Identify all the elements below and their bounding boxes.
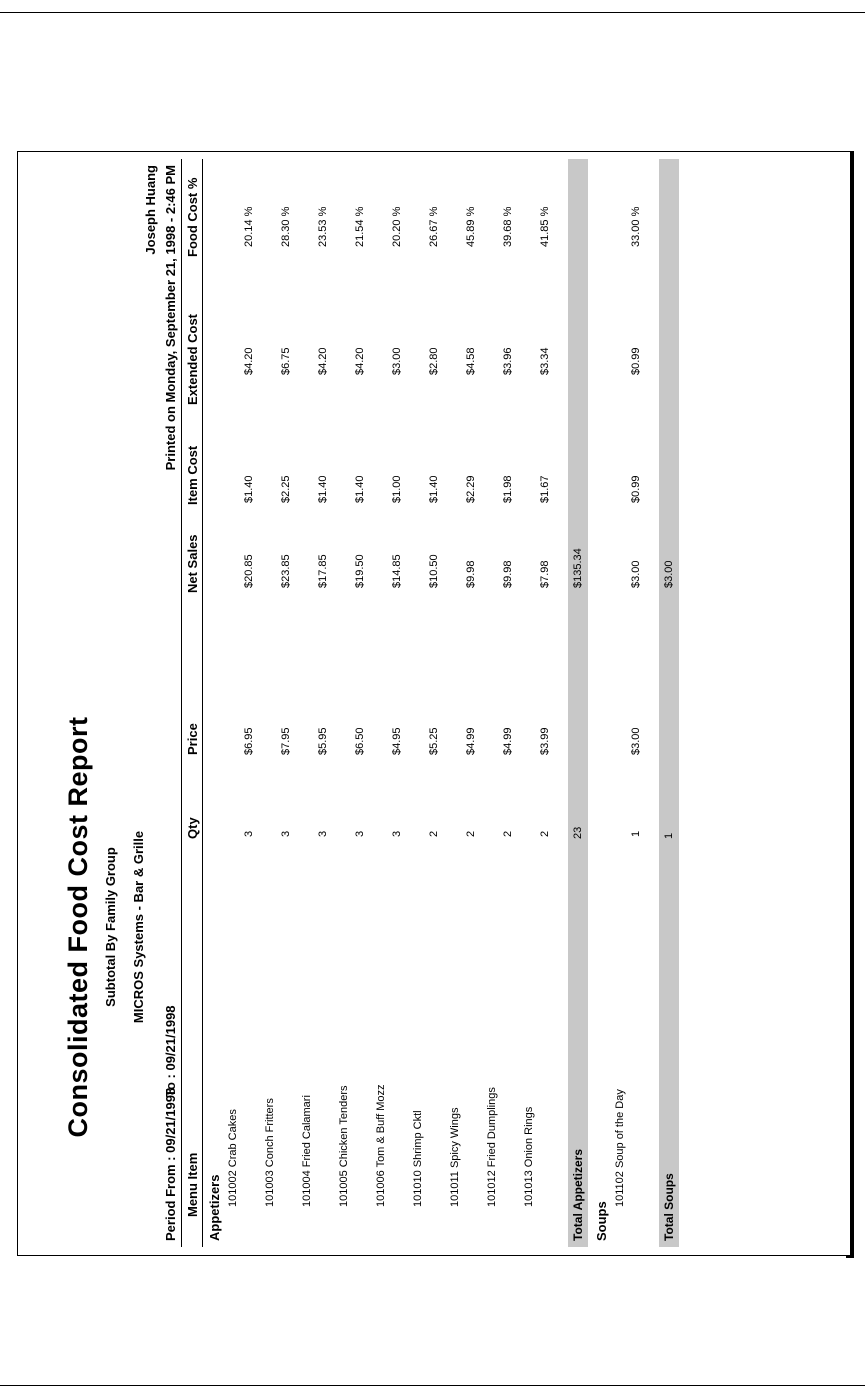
item-cost: $1.40 (354, 475, 366, 503)
item-extended-cost: $0.99 (630, 347, 642, 375)
item-cost: $2.25 (280, 475, 292, 503)
item-food-cost: 28.30 % (280, 206, 292, 247)
item-food-cost: 41.85 % (539, 206, 551, 247)
group-total-net-sales: $3.00 (663, 560, 675, 588)
col-head-net-sales: Net Sales (185, 534, 200, 593)
item-qty: 3 (354, 830, 366, 837)
item-qty: 2 (465, 830, 477, 837)
period-from: Period From : 09/21/1998 (163, 1087, 178, 1241)
item-name: 101013 Onion Rings (523, 1106, 535, 1207)
item-cost: $1.40 (428, 475, 440, 503)
item-extended-cost: $4.20 (354, 347, 366, 375)
item-price: $7.95 (280, 727, 292, 755)
item-net-sales: $19.50 (354, 554, 366, 588)
item-extended-cost: $3.00 (391, 347, 403, 375)
item-net-sales: $3.00 (630, 560, 642, 588)
group-total-qty: 1 (663, 832, 675, 839)
item-food-cost: 23.53 % (317, 206, 329, 247)
header-rule-bottom (202, 159, 203, 1247)
col-head-extended-cost: Extended Cost (185, 313, 200, 405)
item-net-sales: $17.85 (317, 554, 329, 588)
report-title: Consolidated Food Cost Report (63, 716, 93, 1138)
item-cost: $1.67 (539, 475, 551, 503)
item-price: $6.50 (354, 727, 366, 755)
item-qty: 2 (539, 830, 551, 837)
group-total-label: Total Appetizers (571, 1148, 585, 1241)
item-extended-cost: $4.20 (317, 347, 329, 375)
group-total-qty: 23 (572, 826, 584, 839)
item-cost: $1.40 (317, 475, 329, 503)
item-cost: $1.00 (391, 475, 403, 503)
item-food-cost: 39.68 % (502, 206, 514, 247)
report-subtitle: Subtotal By Family Group (103, 847, 118, 1007)
item-name: 101003 Conch Fritters (264, 1098, 276, 1207)
item-price: $5.95 (317, 727, 329, 755)
item-cost: $0.99 (630, 475, 642, 503)
item-extended-cost: $4.20 (243, 347, 255, 375)
page-bottom-rule (0, 1385, 865, 1386)
item-qty: 3 (317, 830, 329, 837)
item-name: 101011 Spicy Wings (449, 1107, 461, 1207)
item-extended-cost: $4.58 (465, 347, 477, 375)
item-qty: 2 (502, 830, 514, 837)
item-net-sales: $14.85 (391, 554, 403, 588)
item-price: $5.25 (428, 727, 440, 755)
col-head-item-cost: Item Cost (185, 445, 200, 505)
item-qty: 3 (243, 830, 255, 837)
period-to: To : 09/21/1998 (163, 1005, 178, 1097)
group-title: Soups (594, 1201, 609, 1241)
col-head-menu-item: Menu Item (185, 1152, 200, 1217)
item-qty: 1 (630, 830, 642, 837)
item-food-cost: 20.14 % (243, 206, 255, 247)
item-name: 101002 Crab Cakes (227, 1109, 239, 1207)
item-qty: 3 (280, 830, 292, 837)
rotated-report (21, 159, 825, 1247)
item-price: $4.99 (465, 727, 477, 755)
printed-by: Joseph Huang (143, 165, 158, 255)
item-name: 101005 Chicken Tenders (338, 1085, 350, 1207)
item-price: $4.99 (502, 727, 514, 755)
item-price: $6.95 (243, 727, 255, 755)
item-name: 101012 Fried Dumplings (486, 1087, 498, 1207)
item-net-sales: $23.85 (280, 554, 292, 588)
group-total-net-sales: $135.34 (572, 548, 584, 588)
item-food-cost: 26.67 % (428, 206, 440, 247)
col-head-food-cost: Food Cost % (185, 177, 200, 257)
page-top-rule (0, 12, 865, 13)
item-name: 101102 Soup of the Day (614, 1089, 626, 1207)
item-price: $3.00 (630, 727, 642, 755)
col-head-qty: Qty (185, 817, 200, 839)
group-total-row (659, 159, 679, 1247)
group-title: Appetizers (207, 1174, 222, 1241)
item-food-cost: 21.54 % (354, 206, 366, 247)
group-total-label: Total Soups (662, 1173, 676, 1241)
header-rule-top (181, 159, 182, 1247)
item-name: 101010 Shrimp Cktl (412, 1110, 424, 1207)
item-price: $4.95 (391, 727, 403, 755)
item-cost: $1.40 (243, 475, 255, 503)
item-net-sales: $9.98 (465, 560, 477, 588)
report-company: MICROS Systems - Bar & Grille (131, 830, 146, 1024)
item-cost: $2.29 (465, 475, 477, 503)
col-head-price: Price (185, 723, 200, 755)
item-net-sales: $9.98 (502, 560, 514, 588)
item-qty: 2 (428, 830, 440, 837)
item-food-cost: 33.00 % (630, 206, 642, 247)
item-name: 101004 Fried Calamari (301, 1095, 313, 1207)
item-cost: $1.98 (502, 475, 514, 503)
item-food-cost: 20.20 % (391, 206, 403, 247)
item-net-sales: $20.85 (243, 554, 255, 588)
item-extended-cost: $3.34 (539, 347, 551, 375)
item-name: 101006 Tom & Buff Mozz (375, 1084, 387, 1207)
item-price: $3.99 (539, 727, 551, 755)
item-qty: 3 (391, 830, 403, 837)
item-extended-cost: $3.96 (502, 347, 514, 375)
item-food-cost: 45.89 % (465, 206, 477, 247)
item-net-sales: $7.98 (539, 560, 551, 588)
group-total-row (568, 159, 588, 1247)
item-net-sales: $10.50 (428, 554, 440, 588)
printed-on: Printed on Monday, September 21, 1998 - 2:46 PM (163, 165, 178, 471)
item-extended-cost: $2.80 (428, 347, 440, 375)
item-extended-cost: $6.75 (280, 347, 292, 375)
